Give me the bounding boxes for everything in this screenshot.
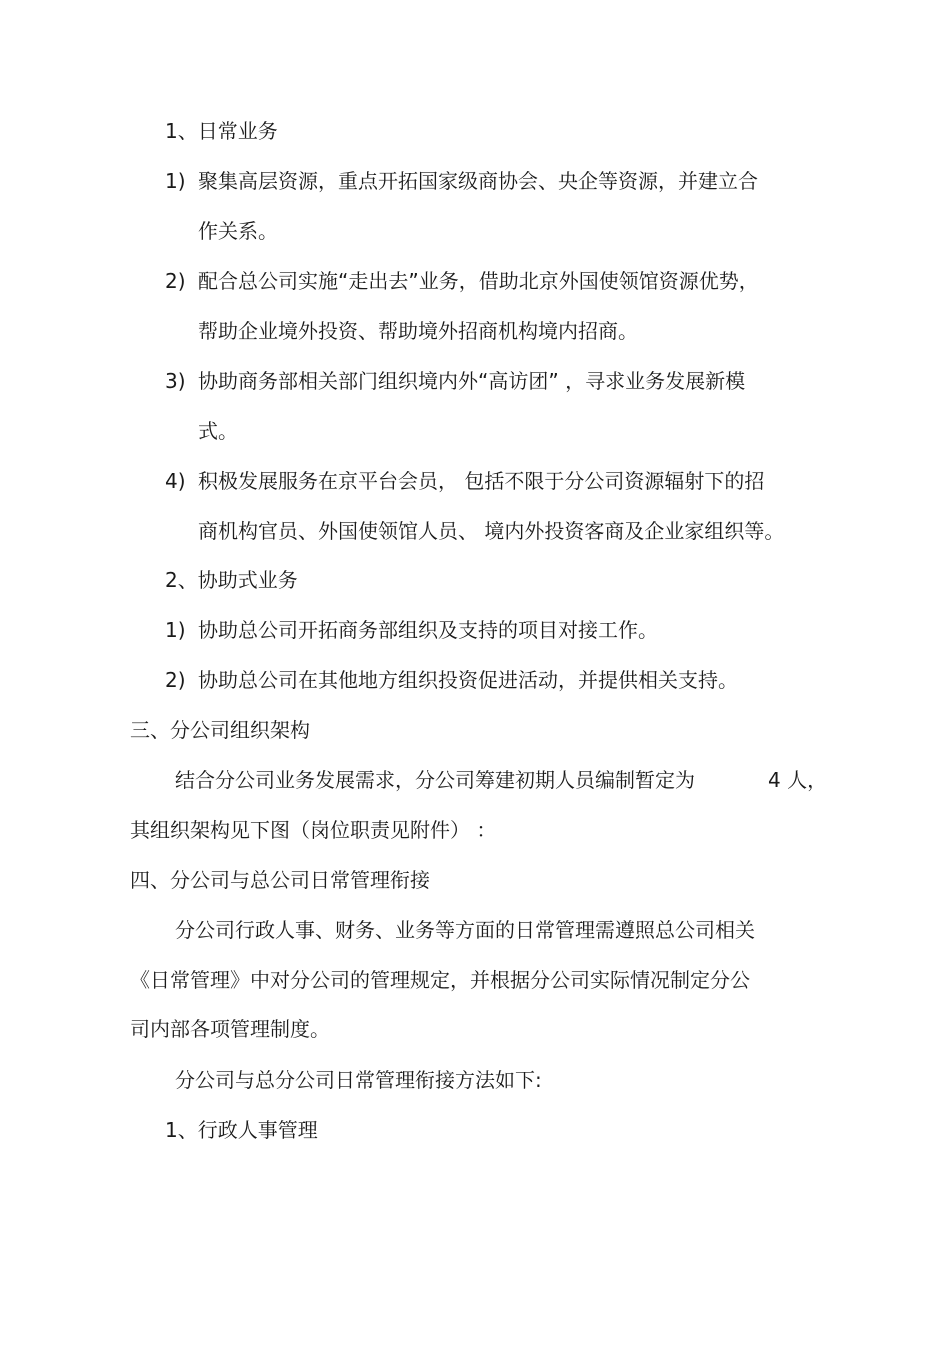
item-text: 积极发展服务在京平台会员， 包括不限于分公司资源辐射下的招 bbox=[198, 469, 765, 493]
item-number: 4) bbox=[165, 469, 186, 493]
item-text: 聚集高层资源，重点开拓国家级商协会、央企等资源，并建立合 bbox=[198, 169, 758, 193]
management-method-intro: 分公司与总分公司日常管理衔接方法如下: bbox=[175, 1068, 542, 1092]
item-text: 协助总公司在其他地方组织投资促进活动，并提供相关支持。 bbox=[198, 668, 738, 692]
item-text: 协助总公司开拓商务部组织及支持的项目对接工作。 bbox=[198, 618, 658, 642]
item-text-continued: 式。 bbox=[198, 419, 238, 443]
heading-management: 四、分公司与总公司日常管理衔接 bbox=[130, 868, 430, 892]
item-text: 配合总公司实施“走出去”业务，借助北京外国使领馆资源优势， bbox=[198, 269, 759, 293]
heading-admin-hr: 1、行政人事管理 bbox=[165, 1118, 318, 1142]
org-paragraph-line: 结合分公司业务发展需求，分公司筹建初期人员编制暂定为 bbox=[175, 768, 695, 792]
item-number: 1) bbox=[165, 169, 186, 193]
org-paragraph-line: 其组织架构见下图（岗位职责见附件） ： bbox=[130, 818, 497, 842]
item-number: 1) bbox=[165, 618, 186, 642]
heading-daily-business: 1、日常业务 bbox=[165, 119, 278, 143]
management-paragraph-line: 司内部各项管理制度。 bbox=[130, 1017, 330, 1041]
item-text-continued: 作关系。 bbox=[198, 219, 278, 243]
item-text-continued: 帮助企业境外投资、帮助境外招商机构境内招商。 bbox=[198, 319, 638, 343]
item-number: 2) bbox=[165, 269, 186, 293]
item-number: 3) bbox=[165, 369, 186, 393]
heading-assist-business: 2、协助式业务 bbox=[165, 568, 298, 592]
management-paragraph-line: 分公司行政人事、财务、业务等方面的日常管理需遵照总公司相关 bbox=[175, 918, 755, 942]
org-headcount: 4 人， bbox=[768, 768, 828, 792]
heading-org-structure: 三、分公司组织架构 bbox=[130, 718, 310, 742]
item-text: 协助商务部相关部门组织境内外“高访团” ，寻求业务发展新模 bbox=[198, 369, 746, 393]
management-paragraph-line: 《日常管理》中对分公司的管理规定，并根据分公司实际情况制定分公 bbox=[130, 968, 750, 992]
item-number: 2) bbox=[165, 668, 186, 692]
item-text-continued: 商机构官员、外国使领馆人员、 境内外投资客商及企业家组织等。 bbox=[198, 519, 785, 543]
